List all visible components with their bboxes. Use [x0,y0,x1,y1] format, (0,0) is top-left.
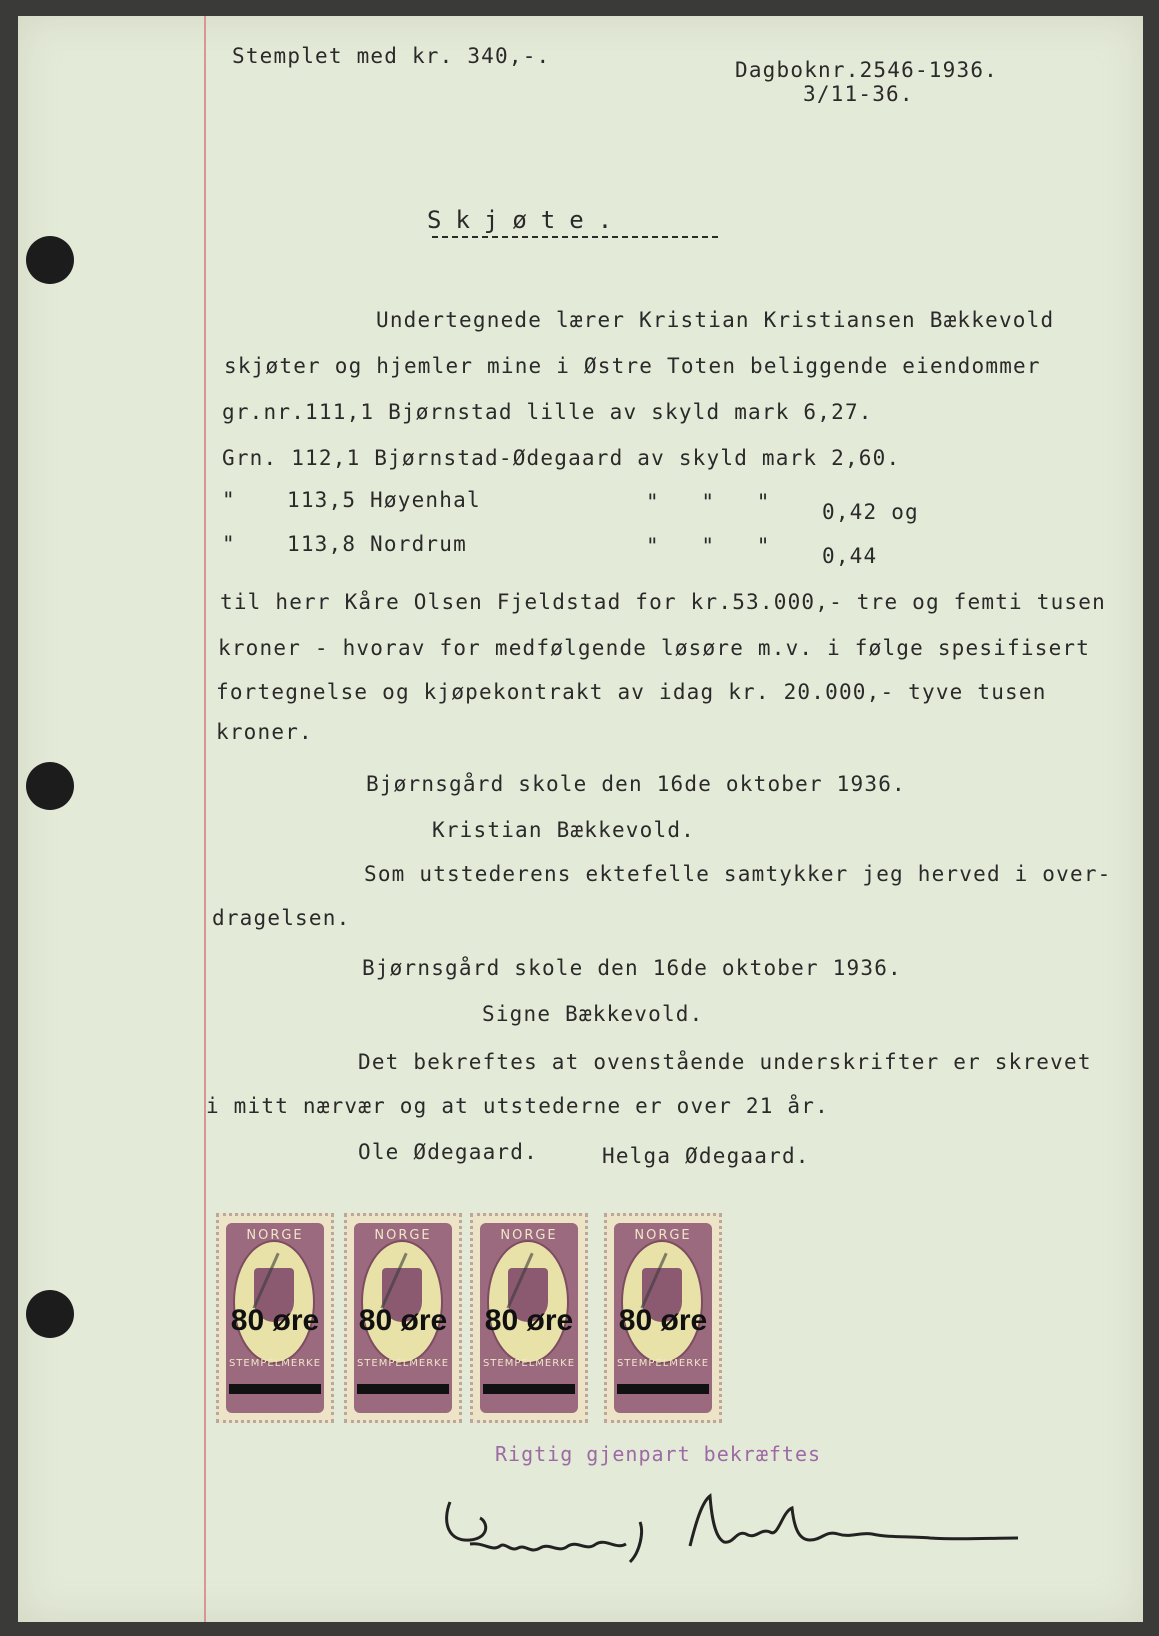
revenue-stamp: NORGE 80 øre STEMPELMERKE [604,1213,722,1423]
body-line-8: kroner. [216,720,313,744]
document-title: Skjøte. [427,206,627,234]
place-date-2: Bjørnsgård skole den 16de oktober 1936. [362,956,902,980]
margin-line [204,16,206,1622]
journal-number: Dagboknr.2546-1936. [735,58,999,82]
binder-hole-bottom [26,1290,74,1338]
confirmation-stamp: Rigtig gjenpart bekræftes [495,1442,822,1466]
body-line-2: skjøter og hjemler mine i Østre Toten beliggende eiendommer [224,354,1041,378]
body-line-6: kroner - hvorav for medfølgende løsøre m.v. i følge spesifisert [218,636,1091,660]
revenue-stamp: NORGE 80 øre STEMPELMERKE [344,1213,462,1423]
obliterating-bar [617,1384,709,1394]
witness-1: Ole Ødegaard. [358,1140,538,1164]
body-line-5: til herr Kåre Olsen Fjeldstad for kr.53.000,- tre og femti tusen [220,590,1106,614]
stamp-duty-note: Stemplet med kr. 340,-. [232,44,551,68]
consent-line-2: dragelsen. [212,906,351,930]
revenue-stamp: NORGE 80 øre STEMPELMERKE [470,1213,588,1423]
title-underline [432,236,718,238]
witness-line-2: i mitt nærvær og at utstederne er over 21 år. [206,1094,829,1118]
body-line-3: gr.nr.111,1 Bjørnstad lille av skyld mark 6,27. [222,400,873,424]
obliterating-bar [229,1384,321,1394]
journal-date: 3/11-36. [803,82,914,106]
signer-1: Kristian Bækkevold. [432,818,696,842]
obliterating-bar [357,1384,449,1394]
body-line-1: Undertegnede lærer Kristian Kristiansen Bækkevold [376,308,1055,332]
revenue-stamp: NORGE 80 øre STEMPELMERKE [216,1213,334,1423]
binder-hole-top [26,236,74,284]
witness-line-1: Det bekreftes at ovenstående underskrifter er skrevet [358,1050,1092,1074]
obliterating-bar [483,1384,575,1394]
handwritten-signature [440,1482,1020,1574]
signer-2: Signe Bækkevold. [482,1002,704,1026]
consent-line-1: Som utstederens ektefelle samtykker jeg herved i over- [364,862,1112,886]
binder-hole-middle [26,762,74,810]
witness-2: Helga Ødegaard. [602,1144,810,1168]
place-date-1: Bjørnsgård skole den 16de oktober 1936. [366,772,906,796]
revenue-stamps [216,1213,728,1425]
body-line-4: Grn. 112,1 Bjørnstad-Ødegaard av skyld mark 2,60. [222,446,901,470]
body-line-7: fortegnelse og kjøpekontrakt av idag kr. 20.000,- tyve tusen [216,680,1047,704]
